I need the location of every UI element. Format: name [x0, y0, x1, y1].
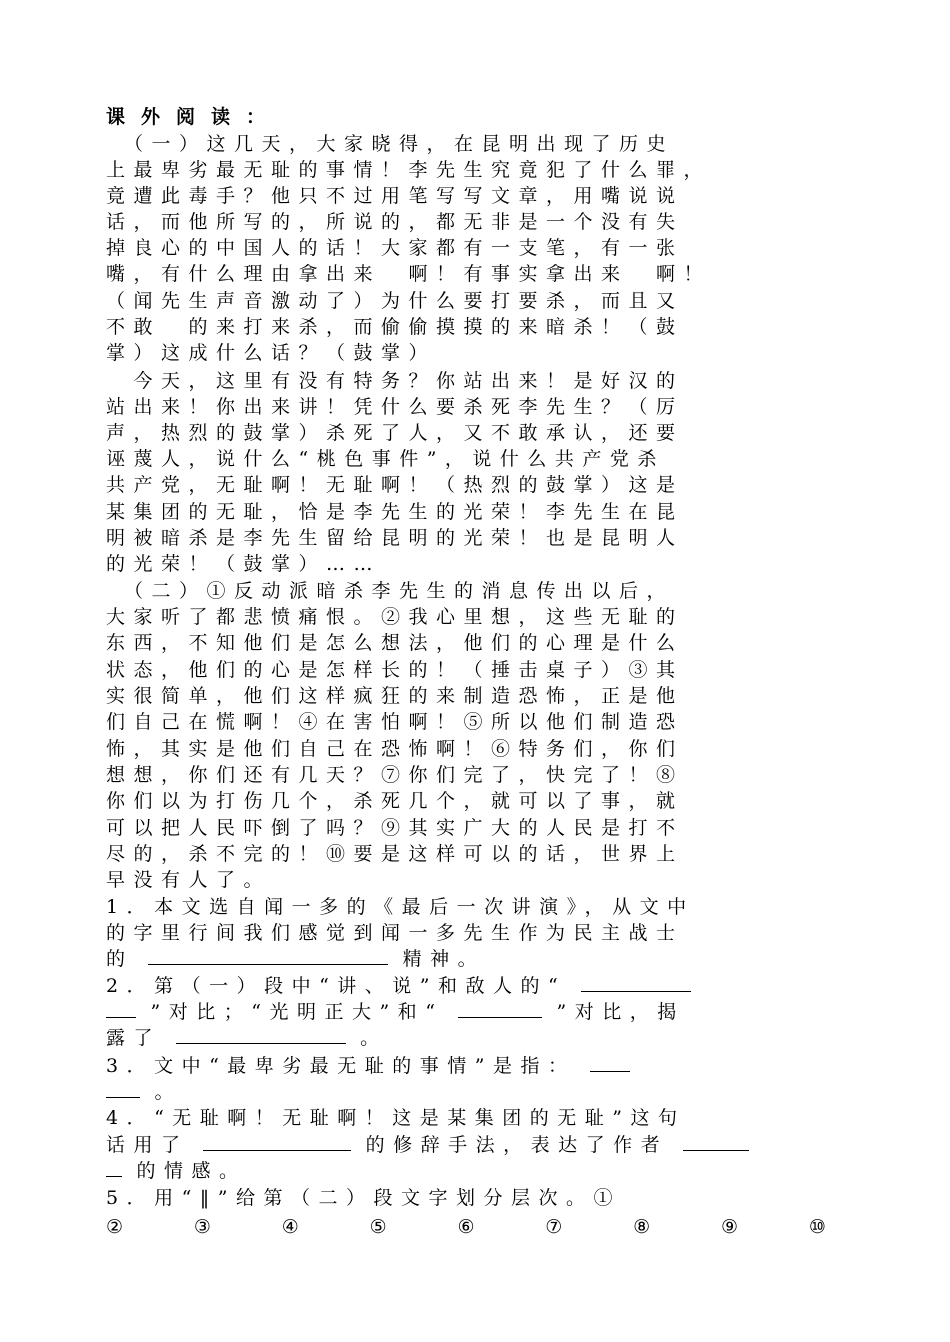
segment-number: ③: [193, 1216, 211, 1238]
answer-blank-q4-b[interactable]: [683, 1132, 749, 1151]
answer-blank-q2-c[interactable]: [176, 1025, 346, 1044]
passage-one-line: 声，热烈的鼓掌）杀死了人，又不敢承认，还要: [106, 422, 684, 444]
question-4-cont: [106, 1158, 841, 1184]
question-4-prefix: 话用了: [106, 1134, 189, 1156]
question-1-suffix: 精神。: [402, 948, 486, 970]
answer-blank-q3-cont[interactable]: [106, 1079, 140, 1098]
passage-two-line: 大家听了都悲愤痛恨。②我心里想，这些无耻的: [106, 606, 684, 628]
answer-blank-q1[interactable]: [148, 946, 388, 965]
question-2-text: 2．第（一）段中“讲、说”和敌人的“: [106, 975, 567, 997]
passage-one-line: 诬蔑人，说什么“桃色事件”，说什么共产党杀: [106, 448, 665, 470]
passage-two-line: 怖，其实是他们自己在恐怖啊！⑥特务们，你们: [106, 738, 684, 760]
question-2: [106, 973, 841, 999]
passage-one-line: 掌）这成什么话？（鼓掌）: [106, 342, 437, 364]
passage-one-line: 某集团的无耻，恰是李先生的光荣！李先生在昆: [106, 501, 684, 523]
passage-two-line: 实很简单，他们这样疯狂的来制造恐怖，正是他: [106, 685, 684, 707]
question-1: 1．本文选自闻一多的《最后一次讲演》，从文中: [106, 896, 695, 918]
segment-number: ⑩: [808, 1216, 826, 1238]
question-4-suffix: 的情感。: [136, 1160, 247, 1182]
answer-blank-q2-b[interactable]: [458, 999, 542, 1018]
question-3-suffix: 。: [154, 1081, 183, 1103]
question-1-prefix: 的: [106, 948, 134, 970]
passage-one-line: 共产党，无耻啊！无耻啊！（热烈的鼓掌）这是: [106, 474, 684, 496]
segment-number: ⑧: [633, 1216, 651, 1238]
answer-blank-q3[interactable]: [590, 1053, 630, 1072]
passage-two-line: 可以把人民吓倒了吗？⑨其实广大的人民是打不: [106, 817, 684, 839]
question-4-cont: [106, 1132, 841, 1158]
passage-one-line: 不敢 的来打来杀，而偷偷摸摸的来暗杀！（鼓: [106, 316, 684, 338]
segment-numbers: [106, 1214, 826, 1240]
question-2-text-mid: ”对比；“光明正大”和“: [150, 1001, 444, 1023]
passage-one-line: 站出来！你出来讲！凭什么要杀死李先生？（厉: [106, 396, 684, 418]
passage-two-line: 尽的，杀不完的！⑩要是这样可以的话，世界上: [106, 843, 684, 865]
question-2-text-end: ”对比，揭: [556, 1001, 685, 1023]
passage-one-line: 的光荣！（鼓掌）……: [106, 553, 382, 575]
segment-number: ⑥: [457, 1216, 475, 1238]
answer-blank-q2-a[interactable]: [581, 973, 691, 992]
section-heading: 课外阅读：: [106, 106, 282, 128]
passage-one-line: 明被暗杀是李先生留给昆明的光荣！也是昆明人: [106, 527, 684, 549]
question-2-cont: [106, 999, 841, 1025]
answer-blank-q4-b-cont[interactable]: [106, 1158, 122, 1177]
segment-number: ④: [281, 1216, 299, 1238]
question-1-cont: 的字里行间我们感觉到闻一多先生作为民主战士: [106, 922, 684, 944]
passage-one-line: 话，而他所写的，所说的，都无非是一个没有失: [106, 211, 684, 233]
answer-blank-q4-a[interactable]: [203, 1132, 351, 1151]
segment-number: ⑨: [721, 1216, 739, 1238]
passage-two-line: 你们以为打伤几个，杀死几个，就可以了事，就: [106, 790, 684, 812]
passage-one-line: （一）这几天，大家晓得，在昆明出现了历史: [106, 133, 675, 155]
question-1-cont: [106, 946, 841, 972]
passage-two-line: 们自己在慌啊！④在害怕啊！⑤所以他们制造恐: [106, 711, 684, 733]
passage-two-line: 东西，不知他们是怎么想法，他们的心理是什么: [106, 632, 684, 654]
question-4-mid: 的修辞手法，表达了作者: [365, 1134, 669, 1156]
passage-one-line: 今天，这里有没有特务？你站出来！是好汉的: [106, 370, 684, 392]
question-3-cont: [106, 1079, 841, 1105]
segment-number: ②: [106, 1216, 124, 1238]
segment-number: ⑤: [369, 1216, 387, 1238]
question-4: 4．“无耻啊！无耻啊！这是某集团的无耻”这句: [106, 1107, 686, 1129]
question-5: 5．用“‖”给第（二）段文字划分层次。①: [106, 1187, 622, 1209]
passage-two-line: （二）①反动派暗杀李先生的消息传出以后，: [106, 580, 675, 602]
passage-one-line: 掉良心的中国人的话！大家都有一支笔，有一张: [106, 237, 684, 259]
question-3-text: 3．文中“最卑劣最无耻的事情”是指：: [106, 1055, 576, 1077]
question-2-cont: [106, 1025, 841, 1051]
passage-one-line: 竟遭此毒手？他只不过用笔写写文章，用嘴说说: [106, 185, 684, 207]
passage-two-line: 想想，你们还有几天？⑦你们完了，快完了！⑧: [106, 764, 684, 786]
passage-one-line: （闻先生声音激动了）为什么要打要杀，而且又: [106, 290, 684, 312]
passage-two-line: 状态，他们的心是怎样长的！（捶击桌子）③其: [106, 659, 684, 681]
passage-one-line: 上最卑劣最无耻的事情！李先生究竟犯了什么罪，: [106, 159, 712, 181]
question-2-prefix: 露了: [106, 1027, 162, 1049]
passage-two-line: 早没有人了。: [106, 869, 272, 891]
question-2-suffix: 。: [360, 1027, 388, 1049]
question-3: [106, 1053, 841, 1079]
answer-blank-q2-a-cont[interactable]: [106, 999, 136, 1018]
passage-one-line: 嘴，有什么理由拿出来 啊！有事实拿出来 啊！: [106, 263, 712, 285]
segment-number: ⑦: [545, 1216, 563, 1238]
